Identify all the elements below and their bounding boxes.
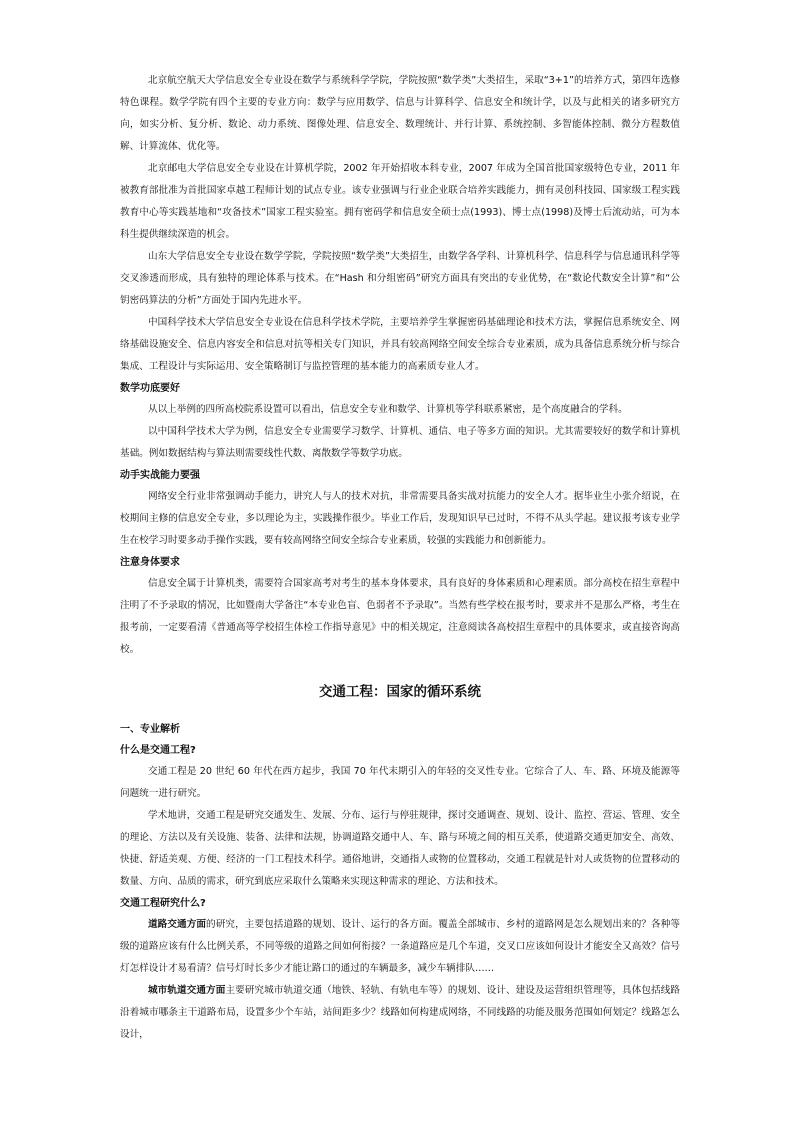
- paragraph: 山东大学信息安全专业设在数学学院，学院按照“数学类”大类招生，由数学各学科、计算机科学、信息科学与信息通讯科学等交叉渗透而形成，具有独特的理论体系与技术。在“Hash 和分组密码”研究方面具有突出的专业优势，在“数论代数安全计算”和“公钥密码算法的分析”方面处于国内先进水平。: [120, 251, 680, 306]
- road-bold-lead: 道路交通方面: [148, 919, 207, 930]
- chapter-title: 交通工程：国家的循环系统: [319, 684, 481, 700]
- road-text: 的研究，主要包括道路的规划、设计、运行的各方面。覆盖全部城市、乡村的道路网是怎么规划出来的？各种等级的道路应该有什么比例关系，不同等级的道路之间如何衔接？一条道路应是几个车道，交叉口应该如何设计才能安全又高效？信号灯怎样设计才易看清？信号灯时长多少才能让路口的通过的车辆最多，减少车辆排队……: [120, 919, 681, 974]
- paragraph: 交通工程是 20 世纪 60 年代在西方起步，我国 70 年代末期引入的年轻的交叉性专业。它综合了人、车、路、环境及能源等问题统一进行研究。: [120, 766, 680, 799]
- rail-bold-lead: 城市轨道交通方面: [148, 985, 226, 996]
- section-heading-practice: 动手实战能力要强: [120, 470, 200, 481]
- paragraph: 北京航空航天大学信息安全专业设在数学与系统科学学院，学院按照“数学类”大类招生，采取“3+1”的培养方式，第四年选修特色课程。数学学院有四个主要的专业方向：数学与应用数学、信息与计算科学、信息安全和统计学，以及与此相关的诸多研究方向，如实分析、复分析、数论、动力系统、图像处理、信息安全、数理统计、并行计算、系统控制、多智能体控制、微分方程数值解、计算流体、优化等。: [120, 75, 680, 152]
- paragraph: 信息安全属于计算机类，需要符合国家高考对考生的基本身体要求，具有良好的身体素质和心理素质。部分高校在招生章程中注明了不予录取的情况，比如暨南大学备注“本专业色盲、色弱者不予录取”。当然有些学校在报考时，要求并不是那么严格，考生在报考前，一定要看清《普通高等学校招生体检工作指导意见》中的相关规定，注意阅读各高校招生章程中的具体要求，或直接咨询高校。: [120, 578, 680, 655]
- rail-text: 主要研究城市轨道交通（地铁、轻轨、有轨电车等）的规划、设计、建设及运营组织管理等，具体包括线路沿着城市哪条主干道路布局，设置多少个车站，站间距多少？线路如何构建成网络，不同线路的功能及服务范围如何划定？线路怎么设计，: [120, 985, 681, 1040]
- paragraph: 从以上举例的四所高校院系设置可以看出，信息安全专业和数学、计算机等学科联系紧密，是个高度融合的学科。: [148, 404, 628, 415]
- paragraph: 北京邮电大学信息安全专业设在计算机学院，2002 年开始招收本科专业，2007 年成为全国首批国家级特色专业，2011 年被教育部批准为首批国家卓越工程师计划的试点专业。该专业强调与行业企业联合培养实践能力，拥有灵创科技园、国家级工程实践教育中心等实践基地和“攻备技术”国家工程实验室。拥有密码学和信息安全硕士点(1993)、博士点(1998)及博士后流动站，可为本科生提供继续深造的机会。: [120, 163, 680, 240]
- document-page: [120, 70, 680, 1046]
- section-heading-math: 数学功底要好: [120, 383, 180, 394]
- paragraph: 学术地讲，交通工程是研究交通发生、发展、分布、运行与停驻规律，探讨交通调查、规划、设计、监控、营运、管理、安全的理论、方法以及有关设施、装备、法律和法规，协调道路交通中人、车、路与环境之间的相互关系，使道路交通更加安全、高效、快捷、舒适美观、方便、经济的一门工程技术科学。通俗地讲，交通指人或物的位置移动，交通工程就是针对人或货物的位置移动的数量、方向、品质的需求，研究到底应采取什么策略来实现这种需求的理论、方法和技术。: [120, 810, 680, 887]
- paragraph: 中国科学技术大学信息安全专业设在信息科学技术学院，主要培养学生掌握密码基础理论和技术方法，掌握信息系统安全、网络基础设施安全、信息内容安全和信息对抗等相关专门知识，并具有较高网络空间安全综合专业素质，成为具备信息系统分析与综合集成、工程设计与实际运用、安全策略制订与监控管理的基本能力的高素质专业人才。: [120, 317, 680, 372]
- section-heading-health: 注意身体要求: [120, 557, 180, 568]
- paragraph: 以中国科学技术大学为例，信息安全专业需要学习数学、计算机、通信、电子等多方面的知识。尤其需要较好的数学和计算机基础。例如数据结构与算法则需要线性代数、离散数学等数学功底。: [120, 426, 680, 459]
- paragraph-rail: [120, 980, 680, 1046]
- paragraph: 网络安全行业非常强调动手能力，讲究人与人的技术对抗，非常需要具备实战对抗能力的安全人才。据毕业生小张介绍说，在校期间主修的信息安全专业，多以理论为主，实践操作很少。毕业工作后，发现知识早已过时，不得不从头学起。建议报考该专业学生在校学习时要多动手操作实践，要有较高网络空间安全综合专业素质，较强的实践能力和创新能力。: [120, 491, 680, 546]
- paragraph-road: [120, 914, 680, 980]
- part-heading: 一、专业解析: [120, 724, 180, 735]
- question-heading: 交通工程研究什么?: [120, 898, 206, 909]
- question-heading: 什么是交通工程?: [120, 745, 196, 756]
